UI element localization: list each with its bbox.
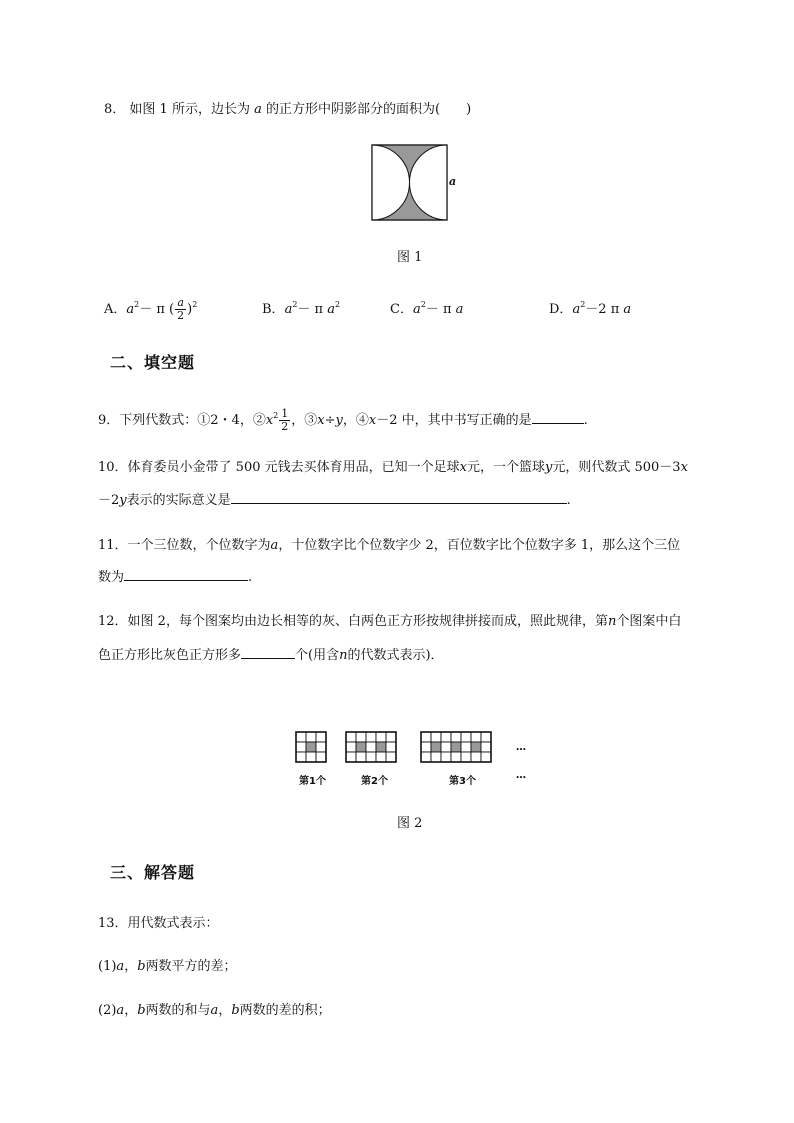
white-square xyxy=(376,732,386,742)
white-square xyxy=(366,752,376,762)
gray-square xyxy=(471,742,481,752)
white-square xyxy=(296,732,306,742)
grid-pattern-3 xyxy=(421,732,491,762)
white-square xyxy=(461,732,471,742)
gray-square xyxy=(431,742,441,752)
white-square xyxy=(461,742,471,752)
question-12-line-1: 12．如图 2，每个图案均由边长相等的灰、白两色正方形按规律拼接而成，照此规律，第n个图案中白 xyxy=(98,614,682,629)
white-square xyxy=(481,732,491,742)
option-d: D．$a^2-2$ π a xyxy=(549,300,632,317)
white-square xyxy=(296,742,306,752)
white-square xyxy=(441,752,451,762)
white-square xyxy=(296,752,306,762)
white-square xyxy=(471,752,481,762)
white-square xyxy=(471,732,481,742)
white-square xyxy=(451,732,461,742)
option-c: C．$a^2- \pi$ a xyxy=(390,300,464,317)
fraction: $\frac{a}{2}$ xyxy=(177,296,185,322)
figure-2-caption: 图 2 xyxy=(397,816,423,831)
option-a: A．$a^2- \pi$ ( $\frac{a}{2}$ )$^2$ xyxy=(104,296,198,322)
grid-pattern-2 xyxy=(346,732,396,762)
ellipsis-top: … xyxy=(516,742,526,753)
question-10-line-2: －2y表示的实际意义是 . xyxy=(98,490,571,510)
white-square xyxy=(451,752,461,762)
question-13: 13．用代数式表示： xyxy=(98,916,219,931)
white-square xyxy=(441,732,451,742)
question-9: 9．下列代数式：①2・4，$②x^2$ $\frac{1}{2}$ ，③x÷y，④x－2 中，其中书写正确的是 . xyxy=(98,407,588,433)
pattern-label-3: 第3个 xyxy=(449,776,476,787)
section-title-fill-in: 二、填空题 xyxy=(110,353,196,372)
pattern-label-2: 第2个 xyxy=(361,776,388,787)
white-square xyxy=(316,732,326,742)
white-square xyxy=(431,752,441,762)
white-square xyxy=(346,752,356,762)
white-square xyxy=(386,732,396,742)
question-11-line-2: 数为 . xyxy=(98,567,252,587)
question-11-line-1: 11．一个三位数，个位数字为a，十位数字比个位数字少 2，百位数字比个位数字多 1，那么这个三位 xyxy=(98,538,681,553)
white-square xyxy=(441,742,451,752)
white-square xyxy=(366,732,376,742)
answer-blank[interactable] xyxy=(532,410,584,424)
gray-square xyxy=(376,742,386,752)
white-square xyxy=(356,752,366,762)
white-square xyxy=(316,752,326,762)
fraction: $\frac{1}{2}$ xyxy=(281,407,289,433)
question-12-line-2: 色正方形比灰色正方形多 个(用含n的代数式表示)． xyxy=(98,645,444,665)
white-square xyxy=(356,732,366,742)
question-13-part-1: (1)a，b两数平方的差； xyxy=(98,959,237,974)
white-square xyxy=(386,742,396,752)
white-square xyxy=(376,752,386,762)
question-10-line-1: 10．体育委员小金带了 500 元钱去买体育用品，已知一个足球x元，一个篮球y元，则代数式 500－3x xyxy=(98,460,688,475)
question-number: 8． xyxy=(104,102,126,117)
answer-blank[interactable] xyxy=(231,490,567,504)
figure-1-side-label: a xyxy=(449,175,457,188)
gray-square xyxy=(356,742,366,752)
figure-1-caption: 图 1 xyxy=(397,250,423,265)
white-square xyxy=(421,742,431,752)
ellipsis-bottom: … xyxy=(516,770,526,781)
answer-blank[interactable] xyxy=(241,645,295,659)
white-square xyxy=(421,732,431,742)
gray-square xyxy=(451,742,461,752)
white-square xyxy=(481,742,491,752)
section-title-solve: 三、解答题 xyxy=(110,863,196,882)
question-13-part-2: (2)a，b两数的和与a，b两数的差的积； xyxy=(98,1003,331,1018)
white-square xyxy=(306,752,316,762)
gray-square xyxy=(306,742,316,752)
pattern-label-1: 第1个 xyxy=(299,776,326,787)
question-8: 8． 如图 1 所示，边长为 a 的正方形中阴影部分的面积为( ) xyxy=(104,102,472,117)
white-square xyxy=(346,742,356,752)
white-square xyxy=(386,752,396,762)
white-square xyxy=(316,742,326,752)
answer-blank[interactable] xyxy=(124,567,248,581)
white-square xyxy=(421,752,431,762)
white-square xyxy=(366,742,376,752)
grid-pattern-1 xyxy=(296,732,326,762)
white-square xyxy=(461,752,471,762)
option-b: B．$a^2- \pi$ $a^2$ xyxy=(262,300,341,317)
white-square xyxy=(481,752,491,762)
figure-2-patterns xyxy=(290,728,540,773)
white-square xyxy=(431,732,441,742)
white-square xyxy=(306,732,316,742)
white-square xyxy=(346,732,356,742)
